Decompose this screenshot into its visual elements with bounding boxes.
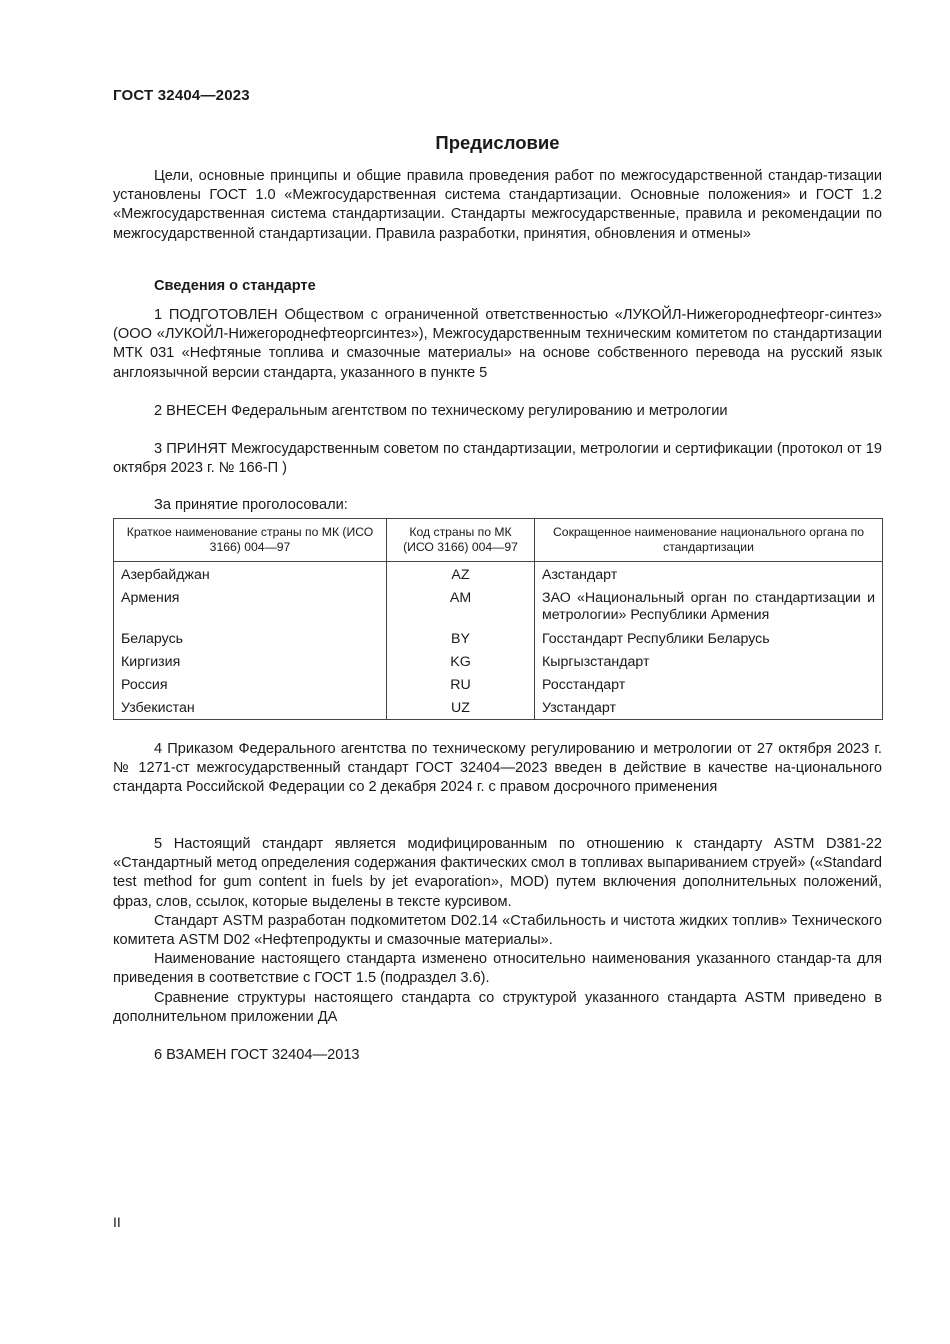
table-row <box>114 651 883 674</box>
header-standards-body: Сокращенное наименование национального органа по стандартизации <box>535 519 883 562</box>
table-row <box>114 674 883 697</box>
item-6-paragraph <box>113 1046 882 1065</box>
item-3-text: 3 ПРИНЯТ Межгосударственным советом по стандартизации, метрологии и сертификации (протокол от 19 октября 2023 г. № 166-П ) <box>113 441 882 477</box>
country-name-cell: Узбекистан <box>114 697 387 720</box>
table-row <box>114 587 883 627</box>
header-country-code: Код страны по МК (ИСО 3166) 004—97 <box>387 519 535 562</box>
country-code-cell: KG <box>387 651 535 674</box>
item-1-paragraph <box>113 306 882 383</box>
info-heading: Сведения о стандарте <box>154 278 316 294</box>
country-code-cell: RU <box>387 674 535 697</box>
table-row <box>114 562 883 588</box>
page-title: Предисловие <box>435 132 560 153</box>
page-number: II <box>113 1214 121 1230</box>
item-5-comparison: Сравнение структуры настоящего стандарта со структурой указанного стандарта ASTM приведено в дополнительном приложении ДА <box>113 989 882 1025</box>
country-name-cell: Азербайджан <box>114 562 387 588</box>
intro-paragraph <box>113 167 882 244</box>
info-section <box>113 277 882 296</box>
table-row <box>114 628 883 651</box>
item-5-name-change: Наименование настоящего стандарта изменено относительно наименования указанного стандар-та для приведения в соответствие с ГОСТ 1.5 (подраздел 3.6). <box>113 951 882 987</box>
item-1-text: 1 ПОДГОТОВЛЕН Обществом с ограниченной ответственностью «ЛУКОЙЛ-Нижегороднефтеорг-синтез» (ООО «ЛУКОЙЛ-Нижегороднефтеоргсинтез»), Межгосударственным техническим комитетом по стандартизации МТК 031 «Нефтяные топлива и смазочные материалы» на основе собственного перевода на русский язык англоязычной версии стандарта, указанного в пункте 5 <box>113 307 882 381</box>
item-2-paragraph <box>113 402 882 421</box>
document-code-header: ГОСТ 32404—2023 <box>113 87 250 104</box>
standards-body-cell: Госстандарт Республики Беларусь <box>535 628 883 651</box>
standards-body-cell: Росстандарт <box>535 674 883 697</box>
item-4-text: 4 Приказом Федерального агентства по техническому регулированию и метрологии от 27 октября 2023 г. № 1271-ст межгосударственный стандарт ГОСТ 32404—2023 введен в действие в качестве на-ционального стандарта Российской Федерации со 2 декабря 2024 г. с правом досрочного применения <box>113 741 882 796</box>
country-code-cell: BY <box>387 628 535 651</box>
item-6-text: 6 ВЗАМЕН ГОСТ 32404—2013 <box>154 1047 360 1063</box>
country-name-cell: Беларусь <box>114 628 387 651</box>
country-code-cell: AM <box>387 587 535 627</box>
header-country-name: Краткое наименование страны по МК (ИСО 3166) 004—97 <box>114 519 387 562</box>
country-name-cell: Армения <box>114 587 387 627</box>
country-code-cell: AZ <box>387 562 535 588</box>
standards-body-cell: Узстандарт <box>535 697 883 720</box>
item-5-astm-committee: Стандарт ASTM разработан подкомитетом D02.14 «Стабильность и чистота жидких топлив» Технического комитета ASTM D02 «Нефтепродукты и смазочные материалы». <box>113 912 882 949</box>
item-4-paragraph <box>113 740 882 798</box>
intro-text: Цели, основные принципы и общие правила проведения работ по межгосударственной стандар-тизации установлены ГОСТ 1.0 «Межгосударственная система стандартизации. Основные положения» и ГОСТ 1.2 «Межгосударственная система стандартизации. Стандарты межгосударственные, правила и рекомендации по межгосударственной стандартизации. Правила разработки, принятия, обновления и отмены» <box>113 168 882 242</box>
item-5-text: 5 Настоящий стандарт является модифицированным по отношению к стандарту ASTM D381-22 «Стандартный метод определения содержания фактических смол в топливах выпариванием струей» («Standard test method for gum content in fuels by jet evaporation», MOD) путем включения дополнительных положений, фраз, слов, ссылок, которые выделены в тексте курсивом. <box>113 836 882 910</box>
country-name-cell: Россия <box>114 674 387 697</box>
standards-body-cell: Кыргызстандарт <box>535 651 883 674</box>
country-name-cell: Киргизия <box>114 651 387 674</box>
table-row <box>114 697 883 720</box>
item-2-text: 2 ВНЕСЕН Федеральным агентством по техническому регулированию и метрологии <box>154 403 728 419</box>
item-5-section <box>113 835 882 1027</box>
standards-body-cell: Азстандарт <box>535 562 883 588</box>
country-code-cell: UZ <box>387 697 535 720</box>
standards-body-cell: ЗАО «Национальный орган по стандартизации и метрологии» Республики Армения <box>535 587 883 627</box>
table-header-row <box>114 519 883 562</box>
vote-label: За принятие проголосовали: <box>154 497 348 513</box>
member-states-table <box>113 518 883 720</box>
item-3-paragraph <box>113 440 882 478</box>
